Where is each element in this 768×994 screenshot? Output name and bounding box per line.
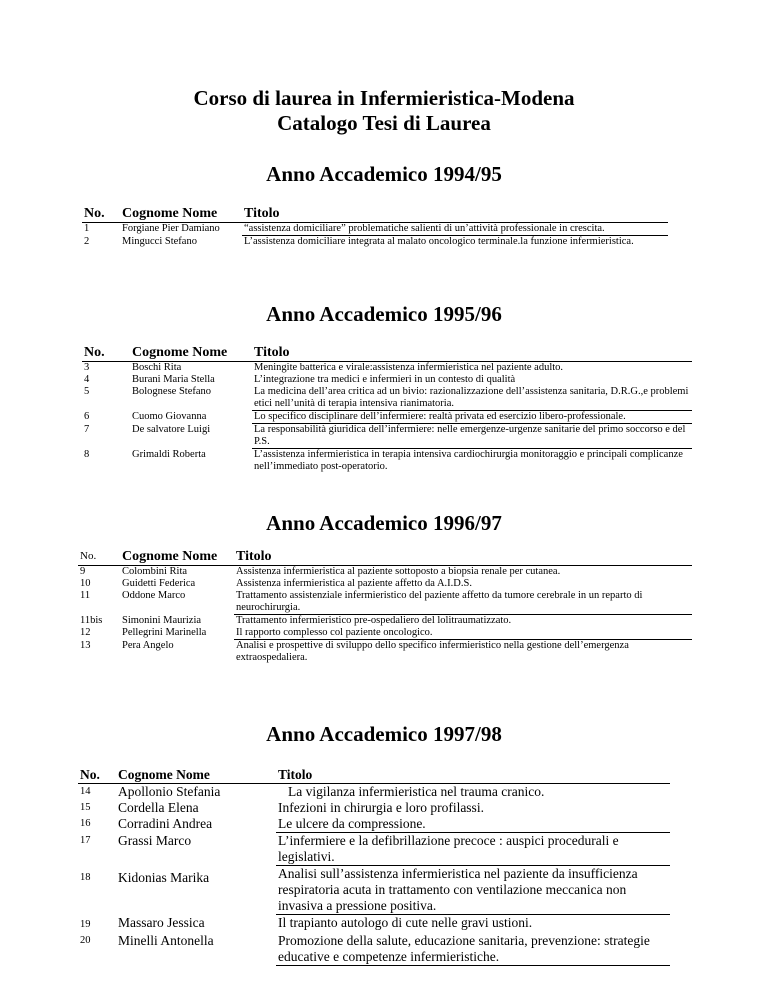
- table-row: [78, 800, 670, 816]
- table-row: [78, 578, 692, 590]
- table-row: [82, 236, 668, 249]
- column-header-name: Cognome Nome: [120, 548, 234, 566]
- row-title: Lo specifico disciplinare dell’infermiere: realtà privata ed esercizio libero-professionale.: [252, 411, 692, 424]
- row-title: La responsabilità giuridica dell’infermiere: nelle emergenze-urgenze sanitarie del primo soccorso e del P.S.: [252, 424, 692, 449]
- row-title: “assistenza domiciliare” problematiche salienti di un’attività professionale in crescita.: [244, 223, 605, 234]
- row-name: Guidetti Federica: [122, 578, 196, 589]
- row-name: Massaro Jessica: [118, 914, 205, 930]
- row-number: 9: [80, 566, 86, 577]
- column-header-name: Cognome Nome: [130, 344, 252, 362]
- row-title: Le ulcere da compressione.: [278, 816, 426, 831]
- section-heading-1995-96: Anno Accademico 1995/96: [266, 302, 502, 326]
- row-name: Minelli Antonella: [118, 932, 214, 948]
- row-number: 15: [80, 802, 91, 813]
- row-number: 13: [80, 639, 91, 651]
- row-number: 6: [84, 410, 90, 422]
- row-title: Promozione della salute, educazione sanitaria, prevenzione: strategie educative e competenze infermieristiche.: [276, 933, 670, 966]
- table-header-row: [82, 344, 692, 362]
- row-title: Trattamento infermieristico pre-ospedaliero del lolitraumatizzato.: [234, 615, 692, 628]
- thesis-table-1995-96: [82, 344, 692, 473]
- row-title: La vigilanza infermieristica nel trauma cranico.: [288, 784, 545, 799]
- table-header-row: [82, 205, 668, 223]
- row-number: 2: [84, 235, 90, 247]
- row-number: 17: [80, 834, 91, 846]
- row-name: Apollonio Stefania: [118, 784, 221, 799]
- page-title: [0, 86, 768, 136]
- row-name: Pera Angelo: [122, 639, 174, 651]
- row-title: Il trapianto autologo di cute nelle gravi ustioni.: [276, 915, 670, 933]
- row-name: Kidonias Marika: [118, 869, 210, 885]
- table-row: [78, 833, 670, 866]
- row-number: 4: [84, 374, 90, 385]
- table-header-row: [78, 548, 692, 566]
- row-number: 12: [80, 627, 91, 638]
- row-number: 11: [80, 590, 91, 601]
- column-header-no: No.: [82, 344, 130, 362]
- row-name: Bolognese Stefano: [132, 386, 212, 397]
- row-title: L’infermiere e la defibrillazione precoce : auspici procedurali e legislativi.: [276, 833, 670, 866]
- row-number: 16: [80, 818, 91, 829]
- table-row: [78, 627, 692, 640]
- table-row: [78, 590, 692, 615]
- column-header-title: Titolo: [252, 344, 692, 362]
- section-heading-1997-98: Anno Accademico 1997/98: [266, 722, 502, 746]
- row-title: La medicina dell’area critica ad un bivio: razionalizzazione dell’assistenza sanitaria, D.R.G.,e problemi etici nell’unità di terapia intensiva rianimatoria.: [254, 386, 689, 409]
- row-number: 18: [80, 871, 91, 883]
- thesis-table-1997-98: [78, 767, 670, 966]
- table-row: [78, 933, 670, 966]
- table-row: [78, 784, 670, 801]
- row-number: 20: [80, 934, 91, 946]
- table-header-row: [78, 767, 670, 784]
- row-name: Grimaldi Roberta: [132, 448, 206, 460]
- column-header-no: No.: [82, 205, 120, 223]
- row-name: Cordella Elena: [118, 800, 199, 815]
- row-title: L’assistenza domiciliare integrata al malato oncologico terminale.la funzione infermieristica.: [242, 236, 668, 249]
- row-title: L’assistenza infermieristica in terapia intensiva cardiochirurgia monitoraggio e principali complicanze nell’immediato post-operatorio.: [252, 449, 692, 474]
- row-name: De salvatore Luigi: [132, 423, 211, 435]
- column-header-title: Titolo: [242, 205, 668, 223]
- title-line-1: Corso di laurea in Infermieristica-Modena: [193, 86, 575, 110]
- table-row: [82, 374, 692, 386]
- table-row: [82, 386, 692, 411]
- table-row: [82, 223, 668, 236]
- row-title: Analisi e prospettive di sviluppo dello specifico infermieristico nella gestione dell’emergenza extraospedaliera.: [234, 640, 692, 665]
- thesis-table-1994-95: [82, 205, 668, 248]
- row-name: Pellegrini Marinella: [122, 627, 207, 638]
- table-row: [78, 640, 692, 665]
- row-name: Forgiane Pier Damiano: [122, 223, 220, 234]
- table-row: [82, 424, 692, 449]
- column-header-title: Titolo: [276, 767, 670, 784]
- row-title: Assistenza infermieristica al paziente sottoposto a biopsia renale per cutanea.: [236, 566, 561, 577]
- row-number: 11bis: [80, 614, 103, 626]
- row-name: Colombini Rita: [122, 566, 188, 577]
- row-name: Corradini Andrea: [118, 816, 213, 831]
- column-header-name: Cognome Nome: [116, 767, 276, 784]
- column-header-name: Cognome Nome: [120, 205, 242, 223]
- section-heading-1994-95: Anno Accademico 1994/95: [266, 162, 502, 186]
- table-row: [78, 816, 670, 833]
- row-number: 19: [80, 918, 91, 930]
- row-name: Burani Maria Stella: [132, 374, 215, 385]
- row-title: Il rapporto complesso col paziente oncologico.: [236, 627, 433, 638]
- table-row: [82, 362, 692, 375]
- table-row: [78, 915, 670, 933]
- row-name: Grassi Marco: [118, 832, 192, 848]
- table-row: [82, 449, 692, 474]
- row-number: 3: [84, 362, 90, 373]
- row-number: 10: [80, 578, 91, 589]
- table-row: [78, 866, 670, 915]
- row-title: Trattamento assistenziale infermieristico del paziente affetto da tumore cerebrale in un reparto di neurochirurgia.: [236, 590, 643, 613]
- row-title: Analisi sull’assistenza infermieristica nel paziente da insufficienza respiratoria acuta in trattamento con ventilazione meccanica non invasiva a pressione positiva.: [276, 866, 670, 915]
- row-name: Simonini Maurizia: [122, 614, 202, 626]
- row-number: 5: [84, 386, 90, 397]
- row-name: Cuomo Giovanna: [132, 410, 207, 422]
- row-number: 7: [84, 423, 90, 435]
- row-number: 1: [84, 223, 90, 234]
- row-number: 8: [84, 448, 90, 460]
- row-name: Mingucci Stefano: [122, 235, 197, 247]
- row-title: Meningite batterica e virale:assistenza infermieristica nel paziente adulto.: [254, 362, 564, 373]
- table-row: [82, 411, 692, 424]
- title-line-2: Catalogo Tesi di Laurea: [277, 111, 491, 135]
- thesis-table-1996-97: [78, 548, 692, 664]
- row-name: Oddone Marco: [122, 590, 186, 601]
- column-header-no: No.: [78, 767, 116, 784]
- table-row: [78, 566, 692, 579]
- section-heading-1996-97: Anno Accademico 1996/97: [266, 511, 502, 535]
- row-title: L’integrazione tra medici e infermieri in un contesto di qualità: [254, 374, 516, 385]
- column-header-title: Titolo: [234, 548, 692, 566]
- row-number: 14: [80, 786, 91, 797]
- table-row: [78, 615, 692, 628]
- row-name: Boschi Rita: [132, 362, 182, 373]
- row-title: Infezioni in chirurgia e loro profilassi.: [278, 800, 484, 815]
- row-title: Assistenza infermieristica al paziente affetto da A.I.D.S.: [236, 578, 472, 589]
- column-header-no: No.: [78, 548, 120, 566]
